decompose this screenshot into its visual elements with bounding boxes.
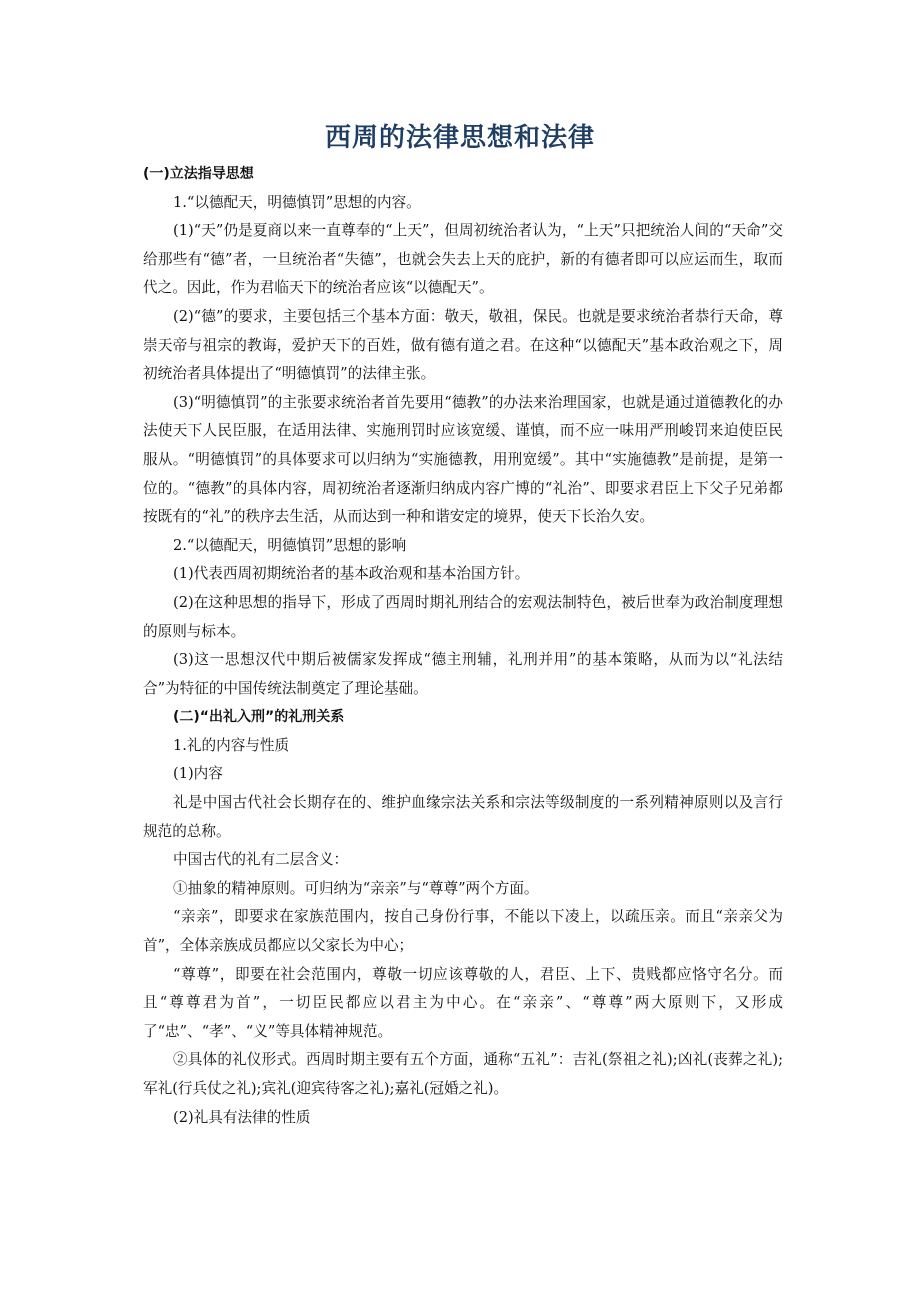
paragraph: (2)礼具有法律的性质 bbox=[173, 1108, 311, 1126]
paragraph: 2.“以德配天，明德慎罚”思想的影响 bbox=[173, 536, 407, 554]
paragraph: (3)这一思想汉代中期后被儒家发挥成“德主刑辅，礼刑并用”的基本策略，从而为以“礼法结合”为特征的中国传统法制奠定了理论基础。 bbox=[143, 651, 783, 697]
section-heading-legislative-guidance: (一)立法指导思想 bbox=[143, 166, 254, 182]
paragraph: ②具体的礼仪形式。西周时期主要有五个方面，通称“五礼”：吉礼(祭祖之礼);凶礼(丧葬之礼);军礼(行兵仗之礼);宾礼(迎宾待客之礼);嘉礼(冠婚之礼)。 bbox=[143, 1051, 783, 1097]
document-title: 西周的法律思想和法律 bbox=[324, 123, 595, 153]
paragraph: “亲亲”，即要求在家族范围内，按自己身份行事，不能以下凌上，以疏压亲。而且“亲亲父为首”，全体亲族成员都应以父家长为中心； bbox=[143, 908, 783, 955]
paragraph: 礼是中国古代社会长期存在的、维护血缘宗法关系和宗法等级制度的一系列精神原则以及言行规范的总称。 bbox=[143, 794, 783, 840]
paragraph: (1)内容 bbox=[173, 765, 223, 783]
section-heading-li-xing-relationship: (二)“出礼入刑”的礼刑关系 bbox=[173, 709, 345, 726]
paragraph: 中国古代的礼有二层含义： bbox=[173, 851, 349, 869]
paragraph: ①抽象的精神原则。可归纳为“亲亲”与“尊尊”两个方面。 bbox=[173, 879, 539, 897]
paragraph: (2)“德”的要求，主要包括三个基本方面：敬天，敬祖，保民。也就是要求统治者恭行天命，尊崇天帝与祖宗的教诲，爱护天下的百姓，做有德有道之君。在这种“以德配天”基本政治观之下，周初统治者具体提出了“明德慎罚”的法律主张。 bbox=[143, 307, 783, 383]
paragraph: “尊尊”，即要在社会范围内，尊敬一切应该尊敬的人，君臣、上下、贵贱都应恪守名分。而且“尊尊君为首”，一切臣民都应以君主为中心。在“亲亲”、“尊尊”两大原则下，又形成了“忠”、“孝”、“义”等具体精神规范。 bbox=[143, 965, 783, 1040]
paragraph: (3)“明德慎罚”的主张要求统治者首先要用“德教”的办法来治理国家，也就是通过道德教化的办法使天下人民臣服，在适用法律、实施刑罚时应该宽缓、谨慎，而不应一味用严刑峻罚来迫使臣民服从。“明德慎罚”的具体要求可以归纳为“实施德教，用刑宽缓”。其中“实施德教”是前提，是第一位的。“德教”的具体内容，周初统治者逐渐归纳成内容广博的“礼治”、即要求君臣上下父子兄弟都按既有的“礼”的秩序去生活，从而达到一种和谐安定的境界，使天下长治久安。 bbox=[143, 393, 783, 526]
paragraph: (1)代表西周初期统治者的基本政治观和基本治国方针。 bbox=[173, 565, 530, 583]
paragraph: (2)在这种思想的指导下，形成了西周时期礼刑结合的宏观法制特色，被后世奉为政治制度理想的原则与标本。 bbox=[143, 593, 783, 640]
paragraph: (1)“天”仍是夏商以来一直尊奉的“上天”，但周初统治者认为，“上天”只把统治人间的“天命”交给那些有“德”者，一旦统治者“失德”，也就会失去上天的庇护，新的有德者即可以应运而生，取而代之。因此，作为君临天下的统治者应该“以德配天”。 bbox=[143, 222, 783, 297]
document-body bbox=[143, 160, 783, 1132]
paragraph: 1.“以德配天，明德慎罚”思想的内容。 bbox=[173, 193, 421, 211]
paragraph: 1.礼的内容与性质 bbox=[173, 736, 290, 754]
